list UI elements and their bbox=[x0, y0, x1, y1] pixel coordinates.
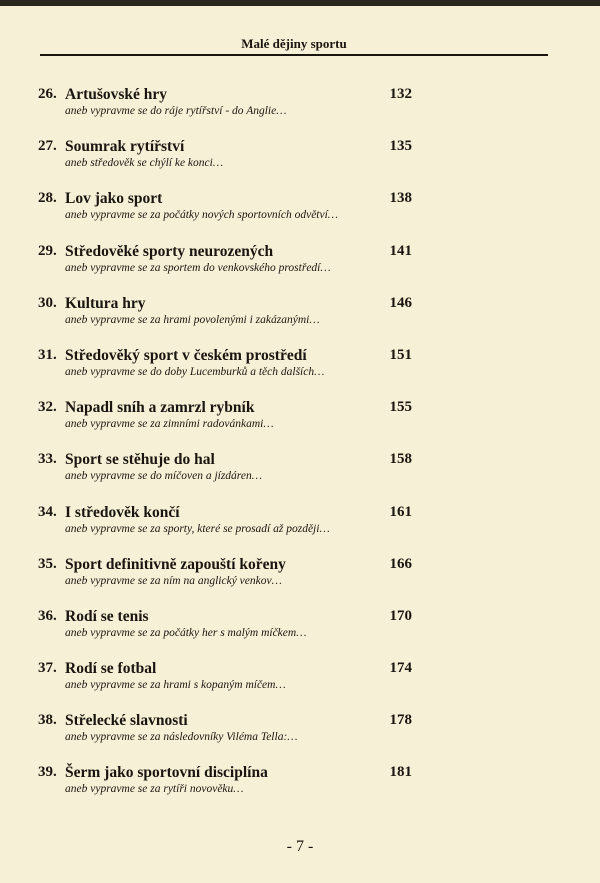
chapter-subtitle: aneb středověk se chýlí ke konci… bbox=[65, 157, 224, 170]
chapter-title: Rodí se tenis bbox=[65, 607, 149, 625]
chapter-subtitle: aneb vypravme se za počátky nových sportovních odvětví… bbox=[65, 209, 339, 222]
toc-entry bbox=[38, 399, 412, 451]
chapter-page: 178 bbox=[389, 712, 412, 729]
chapter-page: 166 bbox=[389, 555, 412, 572]
table-of-contents bbox=[38, 86, 412, 817]
chapter-title: Soumrak rytířství bbox=[65, 138, 185, 156]
toc-entry bbox=[38, 190, 412, 242]
chapter-page: 146 bbox=[389, 294, 412, 311]
chapter-page: 170 bbox=[389, 607, 412, 624]
chapter-page: 132 bbox=[389, 86, 412, 102]
chapter-subtitle: aneb vypravme se za sporty, které se prosadí až později… bbox=[65, 522, 330, 535]
chapter-number: 36. bbox=[38, 607, 57, 624]
chapter-page: 155 bbox=[389, 399, 412, 416]
chapter-number: 28. bbox=[38, 190, 57, 207]
chapter-number: 39. bbox=[38, 764, 57, 781]
toc-entry bbox=[38, 347, 412, 399]
chapter-title: Sport se stěhuje do hal bbox=[65, 451, 215, 469]
chapter-number: 35. bbox=[38, 555, 57, 572]
toc-entry bbox=[38, 451, 412, 503]
chapter-page: 161 bbox=[389, 503, 412, 520]
chapter-subtitle: aneb vypravme se za počátky her s malým míčkem… bbox=[65, 626, 307, 639]
chapter-page: 135 bbox=[389, 138, 412, 155]
chapter-number: 29. bbox=[38, 242, 57, 259]
chapter-title: Šerm jako sportovní disciplína bbox=[65, 764, 268, 782]
chapter-number: 27. bbox=[38, 138, 57, 155]
chapter-page: 151 bbox=[389, 346, 412, 363]
toc-entry bbox=[38, 556, 412, 608]
chapter-subtitle: aneb vypravme se za sportem do venkovského prostředí… bbox=[65, 261, 331, 274]
toc-entry bbox=[38, 608, 412, 660]
toc-entry bbox=[38, 243, 412, 295]
chapter-subtitle: aneb vypravme se do ráje rytířství - do Anglie… bbox=[65, 105, 287, 117]
chapter-title: I středověk končí bbox=[65, 503, 180, 521]
chapter-number: 34. bbox=[38, 503, 57, 520]
chapter-number: 26. bbox=[38, 86, 57, 102]
scan-edge bbox=[0, 0, 600, 6]
running-header: Malé dějiny sportu bbox=[241, 36, 347, 51]
chapter-subtitle: aneb vypravme se za hrami s kopaným míčem… bbox=[65, 679, 286, 692]
chapter-subtitle: aneb vypravme se do doby Lucemburků a těch dalších… bbox=[65, 365, 325, 378]
chapter-page: 174 bbox=[389, 660, 412, 677]
chapter-number: 32. bbox=[38, 399, 57, 416]
chapter-title: Rodí se fotbal bbox=[65, 660, 157, 678]
chapter-number: 37. bbox=[38, 660, 57, 677]
toc-entry bbox=[38, 504, 412, 556]
chapter-page: 181 bbox=[389, 764, 412, 781]
header-rule bbox=[40, 54, 548, 56]
chapter-title: Středověký sport v českém prostředí bbox=[65, 346, 307, 364]
toc-entry bbox=[38, 712, 412, 764]
toc-entry bbox=[38, 86, 412, 138]
chapter-subtitle: aneb vypravme se za ním na anglický venkov… bbox=[65, 574, 282, 587]
chapter-subtitle: aneb vypravme se za hrami povolenými i zakázanými… bbox=[65, 313, 320, 326]
chapter-page: 141 bbox=[389, 242, 412, 259]
chapter-number: 30. bbox=[38, 294, 57, 311]
chapter-title: Sport definitivně zapouští kořeny bbox=[65, 555, 286, 573]
page-number: - 7 - bbox=[286, 838, 314, 855]
chapter-page: 138 bbox=[389, 190, 412, 207]
chapter-page: 158 bbox=[389, 451, 412, 468]
chapter-number: 31. bbox=[38, 346, 57, 363]
chapter-title: Lov jako sport bbox=[65, 190, 163, 208]
chapter-number: 33. bbox=[38, 451, 57, 468]
toc-entry bbox=[38, 138, 412, 190]
chapter-number: 38. bbox=[38, 712, 57, 729]
chapter-subtitle: aneb vypravme se za zimními radovánkami… bbox=[65, 418, 274, 431]
toc-entry bbox=[38, 295, 412, 347]
toc-entry bbox=[38, 660, 412, 712]
chapter-subtitle: aneb vypravme se za rytíři novověku… bbox=[65, 783, 244, 796]
toc-entry bbox=[38, 764, 412, 816]
chapter-title: Střelecké slavnosti bbox=[65, 712, 188, 730]
chapter-subtitle: aneb vypravme se za následovníky Viléma Tella:… bbox=[65, 731, 298, 744]
chapter-title: Kultura hry bbox=[65, 294, 146, 312]
chapter-title: Středověké sporty neurozených bbox=[65, 242, 274, 260]
chapter-title: Napadl sníh a zamrzl rybník bbox=[65, 399, 255, 417]
chapter-title: Artušovské hry bbox=[65, 86, 168, 103]
chapter-subtitle: aneb vypravme se do míčoven a jízdáren… bbox=[65, 470, 262, 483]
